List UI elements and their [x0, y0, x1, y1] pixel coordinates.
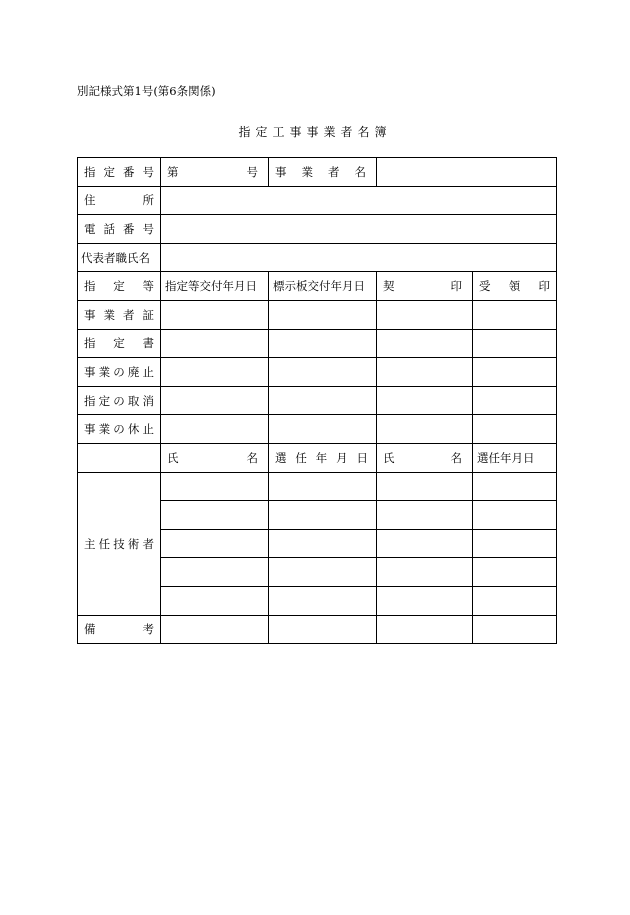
char: 書	[142, 336, 154, 351]
cell[interactable]	[269, 615, 377, 644]
cell[interactable]	[473, 329, 557, 358]
row-phone	[78, 215, 557, 244]
col-name	[161, 443, 269, 472]
char: 指	[84, 164, 96, 179]
char: 住	[84, 193, 96, 208]
label-cell	[78, 300, 161, 329]
label-shiteisho	[84, 335, 154, 351]
label-cell	[78, 329, 161, 358]
cell[interactable]	[269, 586, 377, 615]
cell[interactable]	[269, 386, 377, 415]
char: 電	[84, 221, 96, 236]
label-daihyosha: 代表者職氏名	[78, 243, 161, 272]
char: 業	[98, 422, 111, 437]
char: の	[113, 422, 125, 437]
label-in: 印	[450, 279, 462, 294]
char: 定	[103, 164, 115, 179]
char: 任	[295, 450, 307, 465]
char: 証	[142, 307, 154, 322]
cell[interactable]	[473, 558, 557, 587]
cell[interactable]	[269, 558, 377, 587]
char: 止	[142, 364, 154, 379]
label-cell	[78, 615, 161, 644]
label-kyushi	[84, 421, 154, 437]
cell[interactable]	[161, 501, 269, 530]
cell[interactable]	[377, 615, 473, 644]
label-go: 号	[246, 164, 258, 179]
cell[interactable]	[161, 529, 269, 558]
cell[interactable]	[161, 615, 269, 644]
cell[interactable]	[269, 358, 377, 387]
char: 指	[84, 393, 96, 408]
label-cell	[78, 158, 161, 187]
char: 定	[113, 279, 125, 294]
cell[interactable]	[377, 386, 473, 415]
char: 等	[142, 279, 154, 294]
cell[interactable]	[161, 558, 269, 587]
row-cancellation	[78, 386, 557, 415]
cell[interactable]	[473, 358, 557, 387]
char: の	[113, 393, 125, 408]
char: 号	[142, 221, 154, 236]
cell[interactable]	[377, 300, 473, 329]
address-value[interactable]	[161, 186, 557, 215]
label-cell	[78, 215, 161, 244]
label-jusho	[84, 192, 154, 208]
cell[interactable]	[377, 472, 473, 501]
form-caption: 別記様式第1号(第6条関係)	[77, 84, 216, 98]
cell[interactable]	[161, 300, 269, 329]
col-appointment-date	[269, 443, 377, 472]
char: 事	[84, 422, 96, 437]
label-cell	[78, 386, 161, 415]
label-dai: 第	[167, 164, 179, 179]
char: 備	[84, 622, 96, 637]
char: 業	[103, 307, 115, 322]
char: 事	[275, 164, 287, 179]
cell[interactable]	[473, 501, 557, 530]
label-cell	[78, 358, 161, 387]
row-business-certificate	[78, 300, 557, 329]
char: 番	[123, 221, 135, 236]
char: 考	[142, 622, 154, 637]
page-title: 指定工事事業者名簿	[238, 125, 392, 139]
char: の	[113, 364, 125, 379]
cell[interactable]	[473, 472, 557, 501]
char: 話	[103, 221, 115, 236]
char: 技	[113, 536, 125, 551]
char: 術	[127, 536, 140, 551]
char: 番	[123, 164, 135, 179]
char: 主	[84, 536, 96, 551]
row-designation-number	[78, 158, 557, 187]
label-cell	[78, 272, 161, 301]
label-ju: 受	[479, 279, 491, 294]
cell[interactable]	[161, 358, 269, 387]
row-remarks	[78, 615, 557, 644]
label-sennin	[275, 450, 370, 466]
char: 号	[142, 164, 154, 179]
label-mei2: 名	[450, 450, 462, 465]
cell[interactable]	[269, 415, 377, 444]
label-jigyoshasho	[84, 307, 154, 323]
phone-value[interactable]	[161, 215, 557, 244]
cell[interactable]	[473, 415, 557, 444]
label-haishi	[84, 364, 154, 380]
blank-cell	[78, 443, 161, 472]
row-designation-document	[78, 329, 557, 358]
char: 業	[301, 164, 313, 179]
label-cell	[78, 472, 161, 615]
char: 事	[84, 364, 96, 379]
char: 事	[84, 307, 96, 322]
label-shitei-to	[84, 278, 154, 294]
col-name-2	[377, 443, 473, 472]
cell[interactable]	[161, 386, 269, 415]
register-table	[77, 157, 557, 644]
cell[interactable]	[161, 329, 269, 358]
label-shi: 氏	[167, 450, 179, 465]
char: 名	[354, 164, 366, 179]
row-technician-header	[78, 443, 557, 472]
col-receipt	[473, 272, 557, 301]
designation-number-cell[interactable]	[161, 158, 269, 187]
char: 指	[84, 279, 96, 294]
cell[interactable]	[473, 300, 557, 329]
cell[interactable]	[377, 558, 473, 587]
char: 指	[84, 336, 96, 351]
col-appointment-date-2: 選任年月日	[473, 443, 557, 472]
col-kofu-date: 指定等交付年月日	[161, 272, 269, 301]
char: 者	[328, 164, 340, 179]
char: 定	[98, 393, 111, 408]
label-shi2: 氏	[383, 450, 395, 465]
char: 選	[275, 450, 287, 465]
cell[interactable]	[269, 472, 377, 501]
row-abolition	[78, 358, 557, 387]
char: 任	[98, 536, 111, 551]
label-in2: 印	[538, 279, 550, 294]
row-address	[78, 186, 557, 215]
cell[interactable]	[161, 586, 269, 615]
label-cell	[269, 158, 377, 187]
cell[interactable]	[473, 586, 557, 615]
col-hyoji-date: 標示板交付年月日	[269, 272, 377, 301]
cell[interactable]	[473, 529, 557, 558]
label-kei: 契	[383, 279, 395, 294]
cell[interactable]	[377, 586, 473, 615]
char: 取	[127, 393, 140, 408]
row-technician	[78, 472, 557, 501]
label-torikeshi	[84, 393, 154, 409]
cell[interactable]	[377, 501, 473, 530]
label-biko	[84, 621, 154, 637]
char: 業	[98, 364, 111, 379]
char: 廃	[127, 364, 140, 379]
char: 休	[127, 422, 140, 437]
cell[interactable]	[377, 529, 473, 558]
label-ryo: 領	[508, 279, 521, 294]
char: 年	[315, 450, 328, 465]
char: 者	[142, 536, 154, 551]
char: 消	[142, 393, 154, 408]
char: 者	[123, 307, 135, 322]
label-cell	[78, 186, 161, 215]
cell[interactable]	[473, 386, 557, 415]
row-suspension	[78, 415, 557, 444]
cell[interactable]	[269, 529, 377, 558]
char: 日	[356, 450, 368, 465]
cell[interactable]	[161, 415, 269, 444]
label-jigyosha-mei	[275, 164, 370, 180]
cell[interactable]	[161, 472, 269, 501]
cell[interactable]	[269, 501, 377, 530]
cell[interactable]	[377, 415, 473, 444]
char: 月	[336, 450, 348, 465]
label-mei: 名	[246, 450, 258, 465]
cell[interactable]	[377, 358, 473, 387]
cell[interactable]	[377, 329, 473, 358]
label-denwa	[84, 221, 154, 237]
char: 定	[113, 336, 125, 351]
label-cell	[78, 415, 161, 444]
col-seal	[377, 272, 473, 301]
row-representative	[78, 243, 557, 272]
cell[interactable]	[473, 615, 557, 644]
char: 止	[142, 422, 154, 437]
row-designation-header	[78, 272, 557, 301]
char: 所	[142, 193, 154, 208]
cell[interactable]	[269, 329, 377, 358]
business-name-value[interactable]	[377, 158, 557, 187]
cell[interactable]	[269, 300, 377, 329]
label-shunin	[84, 536, 154, 552]
label-shitei-bango	[84, 164, 154, 180]
representative-value[interactable]	[161, 243, 557, 272]
